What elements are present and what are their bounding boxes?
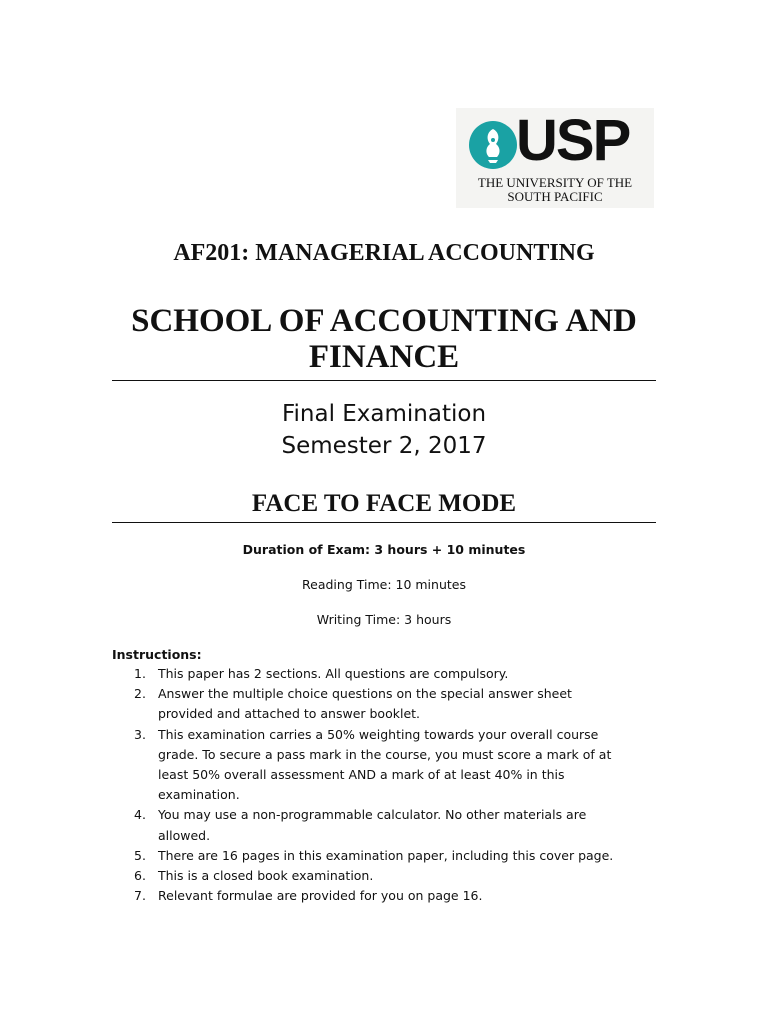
instruction-number: 4. bbox=[134, 807, 146, 823]
instruction-line: Relevant formulae are provided for you on page 16. bbox=[158, 888, 483, 904]
instruction-line: This is a closed book examination. bbox=[158, 868, 374, 884]
instruction-line: examination. bbox=[158, 787, 240, 803]
instruction-item bbox=[112, 846, 672, 866]
instructions-list bbox=[112, 664, 672, 906]
instruction-line: grade. To secure a pass mark in the course, you must score a mark of at bbox=[158, 746, 612, 762]
usp-logo-letters: USP bbox=[516, 108, 630, 173]
instruction-number: 1. bbox=[134, 666, 146, 681]
instruction-line: least 50% overall assessment AND a mark of at least 40% in this bbox=[158, 767, 565, 783]
instruction-line: This examination carries a 50% weighting towards your overall course bbox=[158, 726, 599, 742]
divider-top bbox=[112, 380, 656, 381]
university-name-line1: THE UNIVERSITY OF THE bbox=[477, 175, 633, 190]
instruction-number: 7. bbox=[134, 888, 146, 904]
instruction-number: 6. bbox=[134, 868, 146, 884]
exam-heading bbox=[0, 398, 768, 462]
instruction-line: There are 16 pages in this examination paper, including this cover page. bbox=[158, 847, 614, 863]
instruction-line: Answer the multiple choice questions on the special answer sheet bbox=[158, 686, 572, 702]
exam-mode: FACE TO FACE MODE bbox=[251, 490, 517, 517]
instruction-number: 3. bbox=[134, 726, 146, 742]
university-name-line2: SOUTH PACIFIC bbox=[507, 189, 603, 204]
writing-time: Writing Time: 3 hours bbox=[316, 612, 452, 627]
instruction-item bbox=[112, 805, 672, 845]
school-name-line2: FINANCE bbox=[308, 339, 460, 375]
instruction-item bbox=[112, 725, 672, 806]
exam-title: Final Examination bbox=[281, 401, 487, 427]
instruction-item bbox=[112, 886, 672, 906]
reading-time: Reading Time: 10 minutes bbox=[302, 577, 466, 592]
instruction-line: provided and attached to answer booklet. bbox=[158, 706, 421, 722]
instruction-number: 2. bbox=[134, 686, 146, 702]
instruction-item bbox=[112, 664, 672, 684]
exam-semester: Semester 2, 2017 bbox=[281, 433, 487, 459]
instruction-item bbox=[112, 866, 672, 886]
school-name-line1: SCHOOL OF ACCOUNTING AND bbox=[131, 303, 637, 339]
instruction-line: This paper has 2 sections. All questions are compulsory. bbox=[158, 666, 509, 681]
divider-bottom bbox=[112, 522, 656, 523]
instruction-line: allowed. bbox=[158, 827, 211, 843]
usp-logo bbox=[456, 108, 654, 208]
instruction-number: 5. bbox=[134, 847, 146, 863]
exam-duration: Duration of Exam: 3 hours + 10 minutes bbox=[242, 542, 526, 557]
instructions-heading: Instructions: bbox=[112, 647, 202, 662]
school-name bbox=[0, 303, 768, 375]
course-code-title: AF201: MANAGERIAL ACCOUNTING bbox=[173, 240, 595, 266]
instruction-item bbox=[112, 684, 672, 724]
instruction-line: You may use a non-programmable calculator. No other materials are bbox=[158, 807, 587, 823]
usp-emblem-icon bbox=[468, 120, 518, 170]
